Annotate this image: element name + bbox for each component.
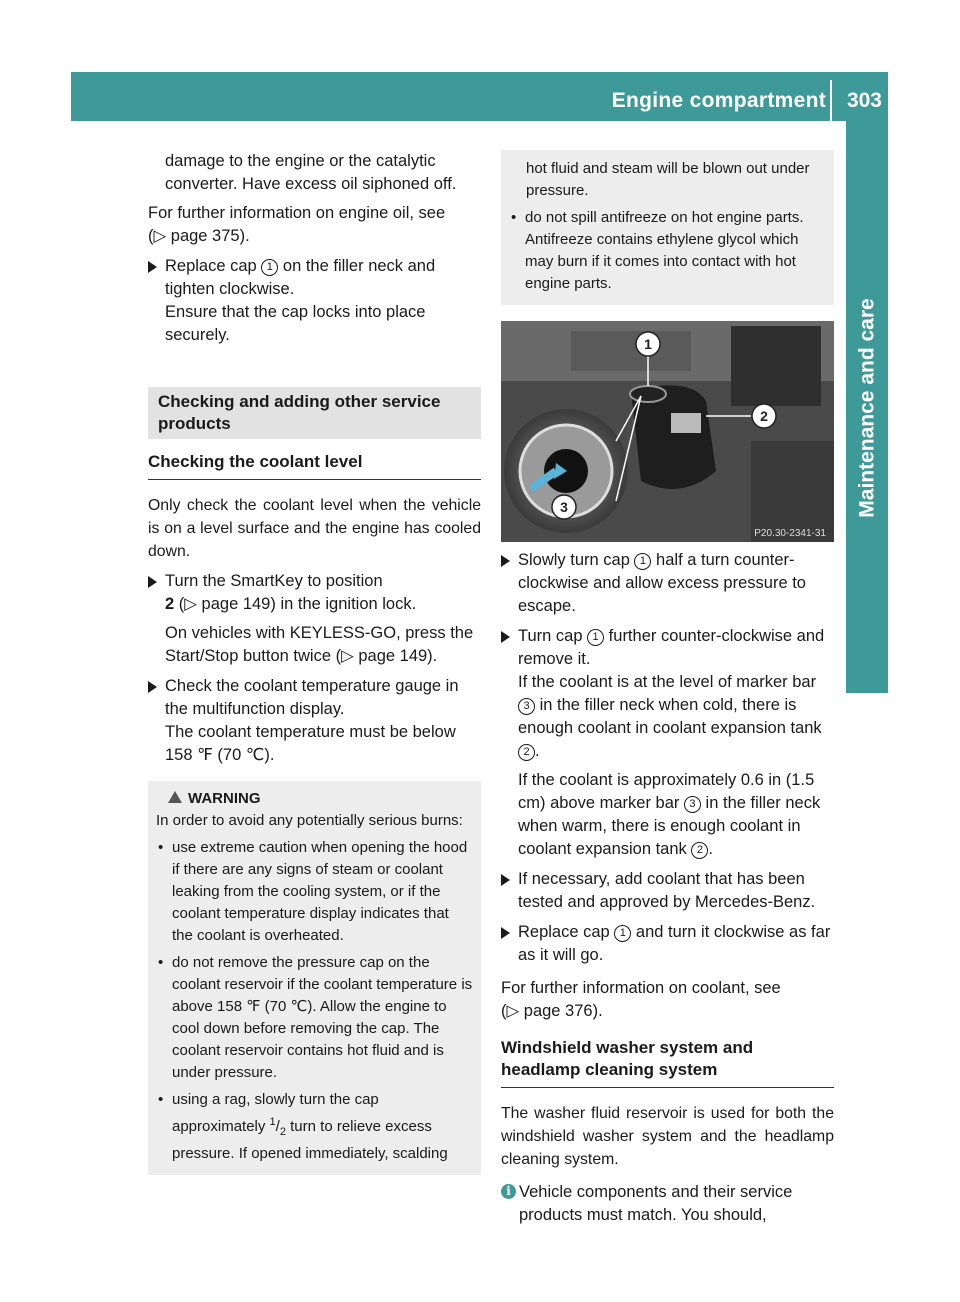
header-title: Engine compartment	[611, 89, 826, 112]
page-number: 303	[846, 89, 882, 112]
step-arrow-icon	[148, 261, 157, 273]
text: The coolant temperature must be below 158 ℉ (70 ℃).	[165, 723, 456, 764]
section-heading: Checking the coolant level	[148, 451, 481, 480]
text: (▷ page 149) in the ignition lock.	[174, 595, 417, 613]
callout-1-icon: 1	[614, 925, 631, 942]
text: Vehicle components and their service products must match. You should,	[519, 1183, 793, 1224]
bullet-item: • do not spill antifreeze on hot engine parts. Antifreeze contains ethylene glycol which may burn if it comes into contact with hot engine parts.	[509, 207, 826, 295]
svg-text:2: 2	[760, 408, 768, 424]
text: .	[535, 742, 540, 760]
step-arrow-icon	[501, 631, 510, 643]
paragraph: damage to the engine or the catalytic converter. Have excess oil siphoned off.	[165, 152, 457, 193]
info-icon: i	[501, 1184, 516, 1199]
warning-box	[148, 781, 481, 1175]
text: and turn it clockwise as far as it will go.	[518, 923, 831, 964]
photo-illustration	[501, 321, 834, 542]
text: Replace cap	[165, 257, 262, 275]
paragraph	[518, 769, 834, 861]
warning-title	[156, 788, 473, 810]
callout-3-icon: 3	[684, 796, 701, 813]
callout-3-icon	[552, 495, 576, 519]
warning-triangle-icon	[168, 791, 182, 803]
step-item	[501, 549, 834, 618]
step-arrow-icon	[148, 576, 157, 588]
text: 2	[165, 595, 175, 613]
text: Check the coolant temperature gauge in the multifunction display.	[165, 677, 459, 718]
text: If the coolant is approximately 0.6 in (1.5 cm) above marker bar	[518, 771, 815, 812]
callout-1-icon: 1	[261, 259, 278, 276]
section-heading-gray: Checking and adding other service products	[148, 387, 481, 439]
step-item	[501, 921, 834, 967]
step-item	[501, 868, 834, 914]
step-item	[148, 675, 481, 767]
paragraph: Only check the coolant level when the vehicle is on a level surface and the engine has cooled down.	[148, 497, 481, 560]
text: If necessary, add coolant that has been tested and approved by Mercedes-Benz.	[518, 870, 816, 911]
engine-coolant-photo	[501, 321, 834, 542]
page-ref: (▷ page 375).	[148, 227, 250, 245]
left-column	[148, 150, 481, 1175]
text: further counter-clockwise and remove it.	[518, 627, 825, 668]
text: half a turn counter-clockwise and allow excess pressure to escape.	[518, 551, 806, 615]
text: turn to relieve excess pressure. If opened immediately, scalding	[172, 1118, 448, 1162]
header-separator	[830, 80, 832, 121]
side-tab-label: Maintenance and care	[855, 298, 879, 518]
text: Replace cap	[518, 923, 615, 941]
paragraph: The washer fluid reservoir is used for both the windshield washer system and the headlamp cleaning system.	[501, 1105, 834, 1168]
callout-1-icon: 1	[587, 629, 604, 646]
callout-3-icon: 3	[518, 698, 535, 715]
page-ref: (▷ page 376).	[501, 1002, 603, 1020]
bullet-item: • use extreme caution when opening the hood if there are any signs of steam or coolant leaking from the cooling system, or if the coolant temperature display indicates that the coolant is overheated.	[156, 837, 473, 947]
page-header	[71, 72, 888, 121]
step-arrow-icon	[501, 555, 510, 567]
paragraph	[148, 202, 481, 248]
svg-text:3: 3	[560, 499, 568, 515]
text: For further information on engine oil, see	[148, 204, 446, 222]
text: For further information on coolant, see	[501, 979, 781, 997]
svg-text:1: 1	[644, 336, 652, 352]
text: Slowly turn cap	[518, 551, 635, 569]
step-arrow-icon	[148, 681, 157, 693]
text: If the coolant is at the level of marker bar	[518, 673, 817, 691]
info-note	[501, 1181, 834, 1227]
text: in the filler neck when cold, there is enough coolant in coolant expansion tank	[518, 696, 822, 737]
step-item	[501, 625, 834, 861]
text: Ensure that the cap locks into place securely.	[165, 303, 426, 344]
text: Turn the SmartKey to position	[165, 572, 383, 590]
text: .	[708, 840, 713, 858]
text: on the filler neck and tighten clockwise.	[165, 257, 436, 298]
photo-code: P20.30-2341-31	[754, 528, 826, 539]
right-column	[501, 150, 834, 1227]
text: in the filler neck when warm, there is enough coolant in coolant expansion tank	[518, 794, 821, 858]
fraction-denominator: 2	[279, 1126, 286, 1138]
fraction-numerator: 1	[269, 1116, 276, 1128]
warning-intro: In order to avoid any potentially serious burns:	[156, 812, 463, 829]
paragraph: hot fluid and steam will be blown out under pressure.	[526, 160, 810, 199]
warning-box-continued	[501, 150, 834, 305]
step-arrow-icon	[501, 927, 510, 939]
text: WARNING	[188, 790, 261, 807]
side-tab-block	[846, 657, 888, 693]
text: using a rag, slowly turn the cap approximately	[172, 1091, 379, 1135]
callout-1-icon: 1	[634, 553, 651, 570]
bullet-item: • do not remove the pressure cap on the coolant reservoir if the coolant temperature is above 158 ℉ (70 ℃). Allow the engine to cool down before removing the cap. The coolant reservoir contains hot fluid and is under pressure.	[156, 952, 473, 1084]
step-arrow-icon	[501, 874, 510, 886]
step-item	[148, 255, 481, 347]
callout-2-icon: 2	[691, 842, 708, 859]
text: Turn cap	[518, 627, 588, 645]
callout-1-icon	[636, 332, 660, 356]
paragraph	[501, 977, 834, 1023]
bullet-item: • using a rag, slowly turn the cap approximately $^1/_2$ turn to relieve excess pressure. If opened immediately, scalding	[156, 1089, 473, 1165]
callout-2-icon: 2	[518, 744, 535, 761]
step-item	[148, 570, 481, 668]
text: On vehicles with KEYLESS-GO, press the Start/Stop button twice (▷ page 149).	[165, 624, 474, 665]
callout-2-icon	[752, 404, 776, 428]
side-tab	[846, 121, 888, 657]
section-heading: Windshield washer system and headlamp cleaning system	[501, 1037, 834, 1088]
